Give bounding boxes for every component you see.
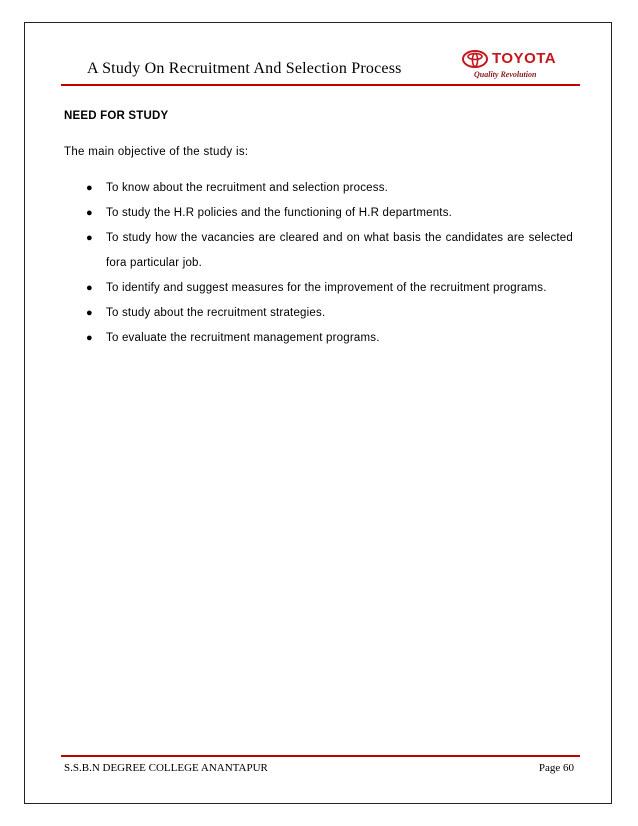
list-item xyxy=(86,326,573,351)
objectives-list xyxy=(86,176,573,351)
bullet-icon: ● xyxy=(86,207,93,219)
intro-text: The main objective of the study is: xyxy=(64,146,249,158)
list-item xyxy=(86,301,573,326)
bullet-icon: ● xyxy=(86,282,93,294)
list-item-text: To evaluate the recruitment management programs. xyxy=(106,332,380,344)
header-title: A Study On Recruitment And Selection Process xyxy=(87,60,402,77)
bullet-icon: ● xyxy=(86,232,93,244)
list-item xyxy=(86,226,573,276)
section-heading: NEED FOR STUDY xyxy=(64,110,169,122)
list-item xyxy=(86,201,573,226)
footer-page-number: Page 60 xyxy=(538,762,574,774)
list-item-text: To know about the recruitment and selection process. xyxy=(106,182,389,194)
footer-college: S.S.B.N DEGREE COLLEGE ANANTAPUR xyxy=(64,762,268,774)
list-item-text: To study the H.R policies and the functioning of H.R departments. xyxy=(106,207,453,219)
header-divider xyxy=(61,84,580,86)
bullet-icon: ● xyxy=(86,182,93,194)
bullet-icon: ● xyxy=(86,332,93,344)
logo-tagline: Quality Revolution xyxy=(474,70,537,79)
toyota-emblem-icon xyxy=(462,50,488,68)
page-border xyxy=(24,22,612,804)
toyota-logo xyxy=(460,50,580,84)
footer-divider xyxy=(61,755,580,757)
list-item-text: To identify and suggest measures for the improvement of the recruitment programs. xyxy=(106,282,547,294)
list-item-text: To study about the recruitment strategies. xyxy=(106,307,326,319)
list-item xyxy=(86,276,573,301)
bullet-icon: ● xyxy=(86,307,93,319)
list-item-text: To study how the vacancies are cleared and on what basis the candidates are selected fora particular job. xyxy=(106,232,573,269)
list-item xyxy=(86,176,573,201)
logo-brand-text: TOYOTA xyxy=(492,50,557,67)
